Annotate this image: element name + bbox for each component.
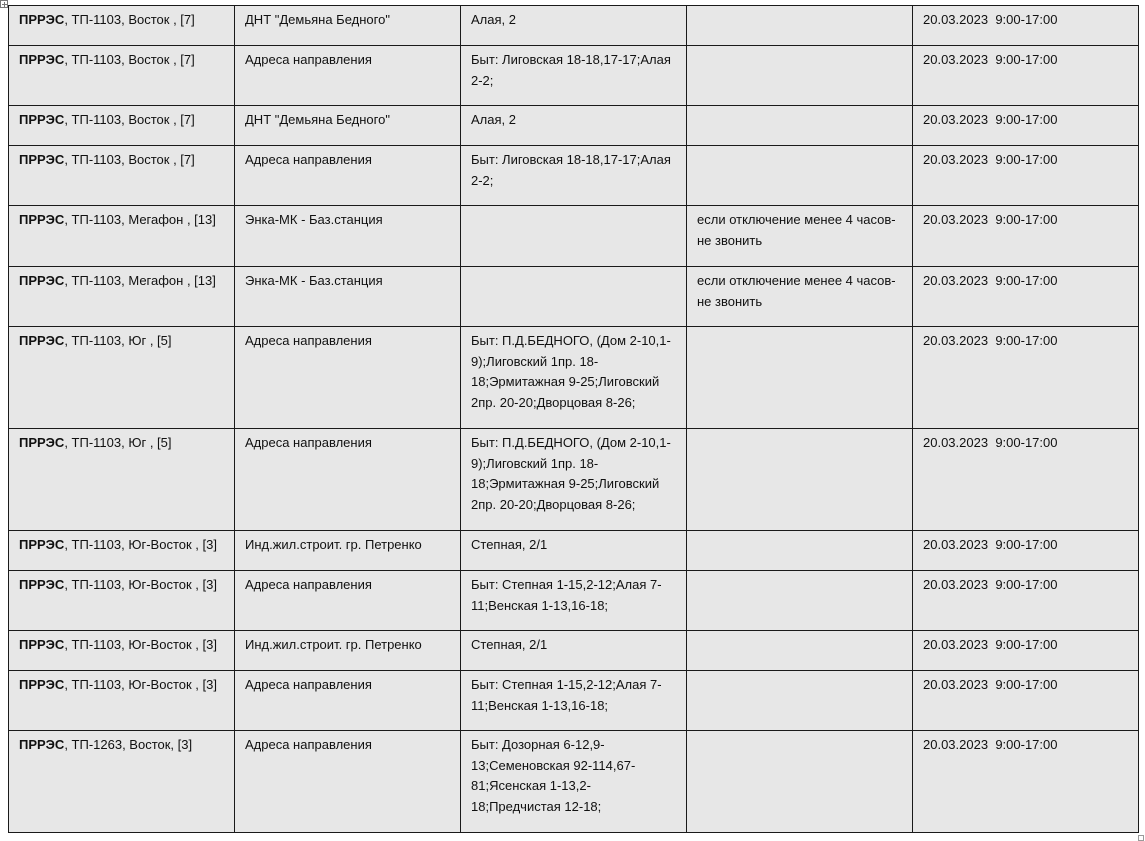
table-row (9, 106, 1139, 146)
line-label: , ТП-1103, Юг-Восток , [3] (64, 637, 217, 652)
line-label: , ТП-1103, Восток , [7] (64, 52, 195, 67)
time-range: 9:00-17:00 (995, 333, 1058, 348)
date-value: 20.03.2023 (923, 273, 989, 288)
cell-address[interactable]: Алая, 2 (461, 106, 687, 146)
cell-note[interactable] (687, 327, 913, 429)
cell-note[interactable] (687, 631, 913, 671)
date-value: 20.03.2023 (923, 152, 989, 167)
cell-address[interactable]: Быт: Лиговская 18-18,17-17;Алая 2-2; (461, 146, 687, 206)
cell-note[interactable] (687, 429, 913, 531)
date-value: 20.03.2023 (923, 677, 989, 692)
table-move-handle[interactable] (0, 0, 8, 8)
line-label: , ТП-1103, Восток , [7] (64, 112, 195, 127)
line-label: , ТП-1263, Восток, [3] (64, 737, 193, 752)
table-row (9, 206, 1139, 267)
cell-source[interactable] (9, 429, 235, 531)
time-range: 9:00-17:00 (995, 212, 1058, 227)
time-range: 9:00-17:00 (995, 112, 1058, 127)
cell-object[interactable]: Адреса направления (235, 571, 461, 631)
cell-source[interactable] (9, 571, 235, 631)
cell-datetime[interactable] (913, 571, 1139, 631)
time-range: 9:00-17:00 (995, 637, 1058, 652)
cell-source[interactable] (9, 106, 235, 146)
org-name: ПРРЭС (19, 273, 65, 288)
org-name: ПРРЭС (19, 737, 65, 752)
cell-object[interactable]: Адреса направления (235, 429, 461, 531)
cell-object[interactable]: ДНТ "Демьяна Бедного" (235, 106, 461, 146)
time-range: 9:00-17:00 (995, 537, 1058, 552)
cell-object[interactable]: Адреса направления (235, 46, 461, 106)
table-row (9, 6, 1139, 46)
table-row (9, 267, 1139, 327)
org-name: ПРРЭС (19, 577, 65, 592)
cell-object[interactable]: Адреса направления (235, 327, 461, 429)
cell-datetime[interactable] (913, 206, 1139, 267)
cell-source[interactable] (9, 206, 235, 267)
cell-note[interactable] (687, 146, 913, 206)
table-row (9, 327, 1139, 429)
org-name: ПРРЭС (19, 637, 65, 652)
line-label: , ТП-1103, Мегафон , [13] (64, 212, 216, 227)
table-resize-handle[interactable] (1138, 835, 1144, 841)
cell-datetime[interactable] (913, 671, 1139, 731)
outage-table-body (9, 6, 1139, 833)
outage-table (8, 5, 1139, 833)
line-label: , ТП-1103, Восток , [7] (64, 152, 195, 167)
cell-datetime[interactable] (913, 146, 1139, 206)
time-range: 9:00-17:00 (995, 52, 1058, 67)
cell-source[interactable] (9, 267, 235, 327)
org-name: ПРРЭС (19, 677, 65, 692)
table-row (9, 146, 1139, 206)
cell-datetime[interactable] (913, 731, 1139, 833)
cell-object[interactable]: Адреса направления (235, 731, 461, 833)
table-row (9, 731, 1139, 833)
cell-object[interactable]: Энка-МК - Баз.станция (235, 267, 461, 327)
cell-source[interactable] (9, 46, 235, 106)
date-value: 20.03.2023 (923, 333, 989, 348)
cell-datetime[interactable] (913, 327, 1139, 429)
cell-source[interactable] (9, 671, 235, 731)
line-label: , ТП-1103, Мегафон , [13] (64, 273, 216, 288)
table-row (9, 46, 1139, 106)
date-value: 20.03.2023 (923, 212, 989, 227)
cell-object[interactable]: Энка-МК - Баз.станция (235, 206, 461, 267)
date-value: 20.03.2023 (923, 435, 989, 450)
cell-source[interactable] (9, 731, 235, 833)
cell-address[interactable]: Алая, 2 (461, 6, 687, 46)
cell-source[interactable] (9, 6, 235, 46)
line-label: , ТП-1103, Юг-Восток , [3] (64, 577, 217, 592)
cell-object[interactable]: Инд.жил.строит. гр. Петренко (235, 531, 461, 571)
table-row (9, 571, 1139, 631)
cell-note[interactable] (687, 571, 913, 631)
cell-note[interactable] (687, 531, 913, 571)
time-range: 9:00-17:00 (995, 677, 1058, 692)
cell-object[interactable]: Адреса направления (235, 671, 461, 731)
cell-note[interactable] (687, 671, 913, 731)
date-value: 20.03.2023 (923, 112, 989, 127)
cell-datetime[interactable] (913, 46, 1139, 106)
org-name: ПРРЭС (19, 112, 65, 127)
time-range: 9:00-17:00 (995, 577, 1058, 592)
cell-note[interactable]: если отключение менее 4 часов-не звонить (687, 267, 913, 327)
cell-address[interactable]: Быт: Степная 1-15,2-12;Алая 7-11;Венская 1-13,16-18; (461, 671, 687, 731)
cell-datetime[interactable] (913, 531, 1139, 571)
org-name: ПРРЭС (19, 12, 65, 27)
org-name: ПРРЭС (19, 435, 65, 450)
cell-address[interactable]: Быт: П.Д.БЕДНОГО, (Дом 2-10,1-9);Лиговский 1пр. 18-18;Эрмитажная 9-25;Лиговский 2пр. 20-20;Дворцовая 8-26; (461, 429, 687, 531)
cell-object[interactable]: ДНТ "Демьяна Бедного" (235, 6, 461, 46)
time-range: 9:00-17:00 (995, 737, 1058, 752)
table-row (9, 531, 1139, 571)
cell-source[interactable] (9, 531, 235, 571)
line-label: , ТП-1103, Юг , [5] (64, 333, 172, 348)
cell-note[interactable]: если отключение менее 4 часов-не звонить (687, 206, 913, 267)
date-value: 20.03.2023 (923, 637, 989, 652)
cell-address[interactable]: Быт: Степная 1-15,2-12;Алая 7-11;Венская 1-13,16-18; (461, 571, 687, 631)
org-name: ПРРЭС (19, 212, 65, 227)
time-range: 9:00-17:00 (995, 12, 1058, 27)
cell-object[interactable]: Инд.жил.строит. гр. Петренко (235, 631, 461, 671)
table-row (9, 429, 1139, 531)
org-name: ПРРЭС (19, 152, 65, 167)
cell-address[interactable]: Быт: Лиговская 18-18,17-17;Алая 2-2; (461, 46, 687, 106)
cell-note[interactable] (687, 731, 913, 833)
cell-source[interactable] (9, 327, 235, 429)
table-row (9, 631, 1139, 671)
time-range: 9:00-17:00 (995, 152, 1058, 167)
date-value: 20.03.2023 (923, 737, 989, 752)
org-name: ПРРЭС (19, 537, 65, 552)
cell-source[interactable] (9, 146, 235, 206)
cell-datetime[interactable] (913, 6, 1139, 46)
org-name: ПРРЭС (19, 52, 65, 67)
cell-datetime[interactable] (913, 106, 1139, 146)
cell-source[interactable] (9, 631, 235, 671)
line-label: , ТП-1103, Юг-Восток , [3] (64, 677, 217, 692)
time-range: 9:00-17:00 (995, 435, 1058, 450)
cell-datetime[interactable] (913, 631, 1139, 671)
time-range: 9:00-17:00 (995, 273, 1058, 288)
cell-address[interactable]: Быт: Дозорная 6-12,9-13;Семеновская 92-114,67-81;Ясенская 1-13,2-18;Предчистая 12-18; (461, 731, 687, 833)
line-label: , ТП-1103, Юг-Восток , [3] (64, 537, 217, 552)
date-value: 20.03.2023 (923, 577, 989, 592)
cell-address[interactable]: Степная, 2/1 (461, 631, 687, 671)
cell-datetime[interactable] (913, 267, 1139, 327)
cell-address[interactable] (461, 206, 687, 267)
date-value: 20.03.2023 (923, 12, 989, 27)
cell-address[interactable] (461, 267, 687, 327)
cell-note[interactable] (687, 106, 913, 146)
line-label: , ТП-1103, Восток , [7] (64, 12, 195, 27)
cell-address[interactable]: Быт: П.Д.БЕДНОГО, (Дом 2-10,1-9);Лиговский 1пр. 18-18;Эрмитажная 9-25;Лиговский 2пр. 20-20;Дворцовая 8-26; (461, 327, 687, 429)
date-value: 20.03.2023 (923, 537, 989, 552)
line-label: , ТП-1103, Юг , [5] (64, 435, 172, 450)
cell-address[interactable]: Степная, 2/1 (461, 531, 687, 571)
cell-note[interactable] (687, 6, 913, 46)
cell-note[interactable] (687, 46, 913, 106)
cell-object[interactable]: Адреса направления (235, 146, 461, 206)
cell-datetime[interactable] (913, 429, 1139, 531)
table-row (9, 671, 1139, 731)
date-value: 20.03.2023 (923, 52, 989, 67)
org-name: ПРРЭС (19, 333, 65, 348)
